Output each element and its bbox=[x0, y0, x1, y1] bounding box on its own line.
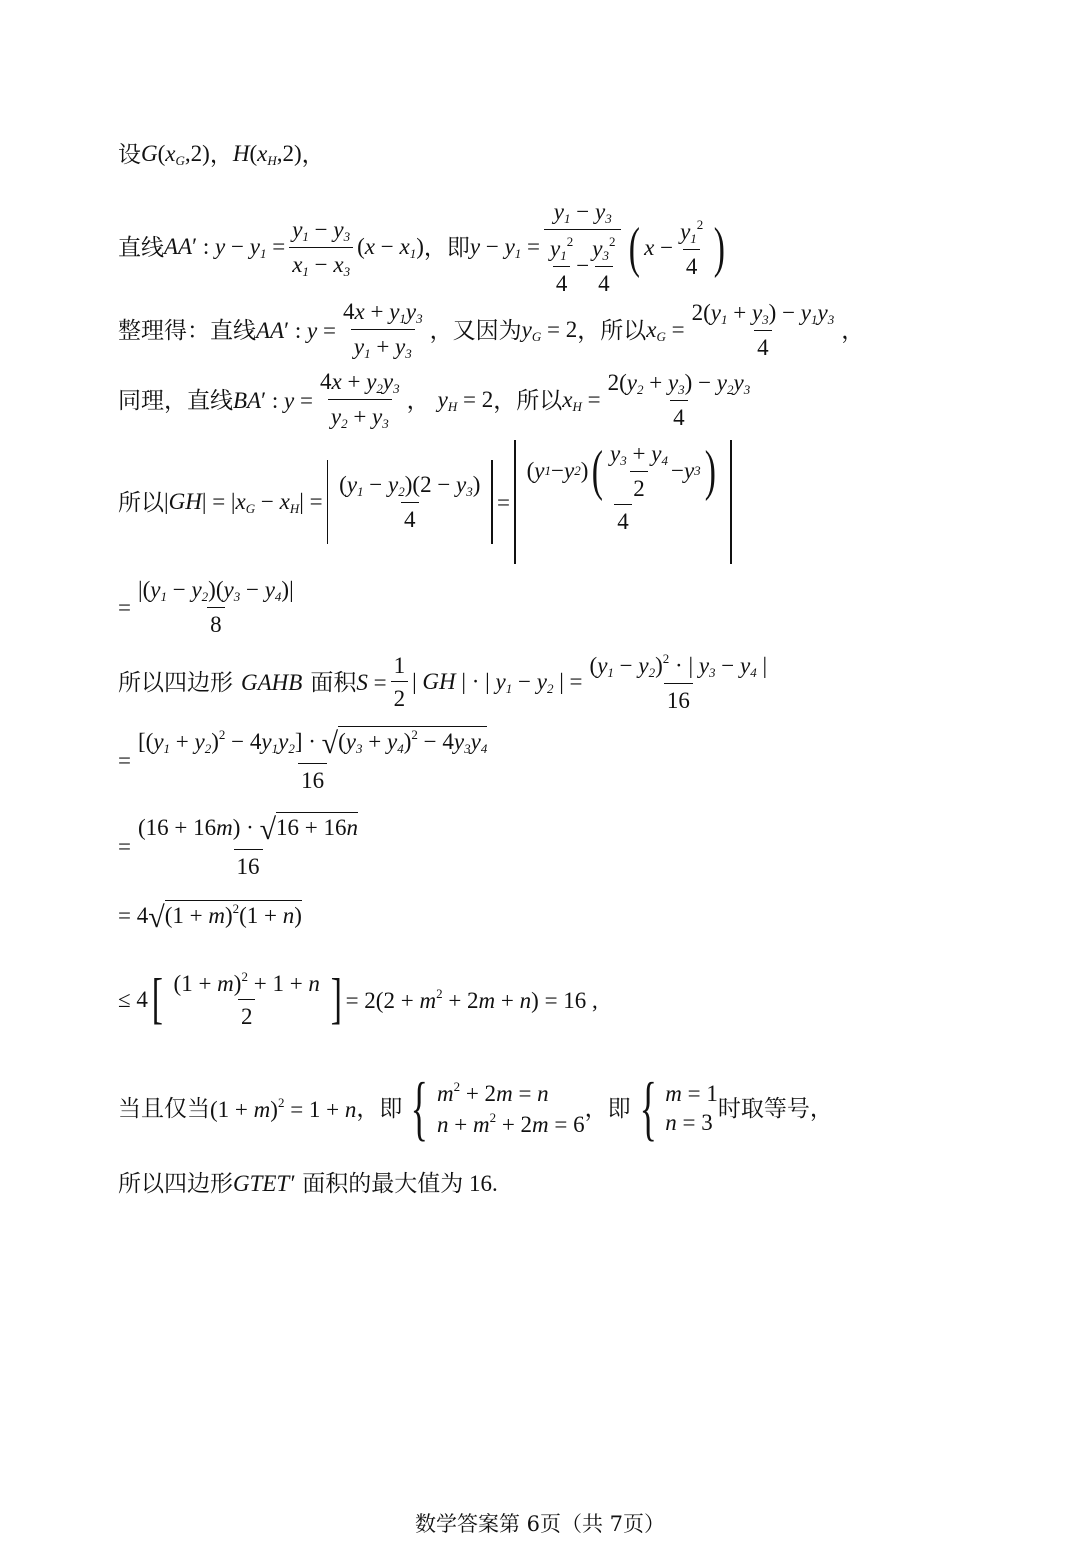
math-aa-eq: AA′ : $y - y_1$ = bbox=[164, 234, 286, 261]
math-factor: $(x - x_1)$ bbox=[357, 234, 424, 261]
text-line-label: 整理得：直线 bbox=[118, 317, 256, 343]
fraction: $\frac{1}{2}$ bbox=[391, 654, 409, 710]
text-line-label: 同理，直线 bbox=[118, 387, 233, 413]
text-dangqie: 当且仅当 bbox=[118, 1095, 210, 1121]
fraction: $\frac{[(y_1 + y_2)^2 - 4y_1y_2] \cdot √(y_3 + y_4)^2 - 4y_3y_4}{16}$ bbox=[137, 727, 488, 793]
line-4 bbox=[118, 370, 757, 430]
text-ji: ，即 bbox=[584, 1095, 631, 1121]
equation-system: m = 1 n = 3 bbox=[665, 1081, 718, 1135]
fraction: $\frac{y_1^2}{4}$ bbox=[680, 216, 704, 279]
fraction: $\frac{y_1 - y_3}{x_1 - x_3}$ bbox=[289, 218, 353, 278]
brace-left: { bbox=[639, 1068, 657, 1148]
line-7 bbox=[118, 652, 774, 712]
math-xg: $x_G$ = bbox=[646, 316, 685, 344]
line-8 bbox=[118, 728, 494, 792]
math-eq: = bbox=[118, 834, 131, 859]
fraction: $\frac{|(y_1 - y_2)(y_3 - y_4)|}{8}$ bbox=[137, 577, 294, 637]
text-line-label: 直线 bbox=[118, 235, 164, 260]
text-comma: ， bbox=[209, 142, 233, 167]
line-6 bbox=[118, 578, 301, 636]
line-5 bbox=[118, 440, 736, 564]
abs-bar bbox=[491, 460, 493, 544]
math-eq: = bbox=[497, 489, 511, 515]
math-area: | GH | · | $y_1 - y_2$ | = bbox=[412, 668, 583, 696]
line-13 bbox=[118, 1172, 498, 1195]
abs-bar bbox=[514, 440, 516, 564]
text-ji: ，即 bbox=[423, 235, 470, 260]
math-g-point: $G(x_G,2)$ bbox=[141, 141, 210, 168]
line-10 bbox=[118, 902, 302, 933]
abs-bar bbox=[730, 440, 732, 564]
equation-system: $m^2 + 2m = n$ $n + m^2 + 2m = 6$ bbox=[436, 1079, 585, 1137]
text-comma: ， bbox=[841, 317, 865, 343]
fraction: $\frac{(y_1 - y_2)(2 - y_3)}{4}$ bbox=[339, 472, 481, 532]
fraction: $\frac{4x + y_2y_3}{y_2 + y_3}$ bbox=[319, 369, 400, 431]
math-xh: $x_H$ = bbox=[562, 386, 601, 414]
line-11 bbox=[118, 970, 598, 1028]
text-youyinwei: ，又因为 bbox=[429, 317, 522, 343]
fraction: $\frac{(y_1 - y_2)^2 \cdot | y_3 - y_4 |}{16}$ bbox=[589, 651, 768, 713]
fraction: $\frac{4x + y_1y_3}{y_1 + y_3}$ bbox=[342, 299, 423, 361]
paren-left: ( bbox=[629, 216, 641, 279]
math-gh: $|GH| = |x_G - x_H|$ = bbox=[164, 488, 323, 516]
fraction: $\frac{(16 + 16m) \cdot √16 + 16n}{16}$ bbox=[137, 813, 359, 879]
line-9 bbox=[118, 815, 365, 878]
brace-left: { bbox=[411, 1068, 429, 1148]
text-shape-name: GAHB bbox=[241, 669, 303, 695]
text-suoyi: ，所以 bbox=[493, 387, 563, 413]
math-s: S = bbox=[356, 669, 387, 695]
math-leq: ≤ 4 bbox=[118, 986, 148, 1012]
math-eq: = bbox=[118, 594, 131, 620]
math-aa-line: AA′ : y = bbox=[256, 317, 336, 343]
math-yg: $y_G = 2$ bbox=[521, 316, 578, 344]
line-3 bbox=[118, 300, 864, 360]
math-ba-line: BA′ : y = bbox=[233, 387, 313, 413]
text-quad: 所以四边形 bbox=[118, 1171, 233, 1196]
math-sqrt: = $4√(1 + m)^2(1 + n)$ bbox=[118, 901, 302, 934]
abs-bar bbox=[327, 460, 329, 544]
math-h-point: $H(x_H,2)$ bbox=[232, 141, 302, 168]
math-result: = $2(2 + m^2 + 2m + n) = 16$ , bbox=[345, 985, 598, 1013]
line-1 bbox=[118, 142, 325, 167]
line-12 bbox=[118, 1068, 833, 1148]
line-2 bbox=[118, 200, 729, 295]
math-eq: = bbox=[118, 747, 131, 773]
text-suoyi: ，所以 bbox=[577, 317, 647, 343]
text-quad: 所以四边形 bbox=[118, 669, 233, 695]
text-conclusion: 面积的最大值为 16. bbox=[302, 1171, 498, 1196]
fraction: $\frac{2(y_2 + y_3) - y_2y_3}{4}$ bbox=[607, 370, 751, 430]
math-x: x − bbox=[644, 235, 674, 260]
text-she: 设 bbox=[118, 142, 141, 167]
fraction: $\frac{(1 + m)^2 + 1 + n}{2}$ bbox=[173, 969, 320, 1029]
bracket-left: [ bbox=[151, 968, 163, 1030]
page-footer: 数学答案第 6页（共 7页） bbox=[414, 1512, 666, 1536]
text-shape-name: GTET′ bbox=[233, 1171, 295, 1196]
paren-right: ) bbox=[714, 216, 726, 279]
fraction: ( y 1 − y 2 ) ( $\frac{y_3 + y_4}{2}$ − y 3 ) 4 bbox=[524, 442, 723, 563]
text-area: 面积 bbox=[310, 669, 357, 695]
fraction: $y_1 - y_3$ $\frac{y_1^2}{4}$ − $\frac{y_3^2}{4}$ bbox=[544, 200, 621, 295]
math-cond: $(1 + m)^2 = 1 + n$ bbox=[210, 1094, 357, 1122]
text-comma-end: ， bbox=[301, 142, 325, 167]
text-suoyi: 所以 bbox=[118, 489, 164, 515]
text-equal-sign: 时取等号， bbox=[717, 1095, 833, 1121]
math-aa-eq2: $y - y_1$ = bbox=[469, 234, 541, 261]
text-comma: ， bbox=[406, 387, 430, 413]
bracket-right: ] bbox=[330, 968, 342, 1030]
text-ji: ，即 bbox=[356, 1095, 403, 1121]
math-yh: $y_H = 2$ bbox=[437, 386, 494, 414]
fraction: $\frac{2(y_1 + y_3) - y_1y_3}{4}$ bbox=[691, 300, 835, 360]
